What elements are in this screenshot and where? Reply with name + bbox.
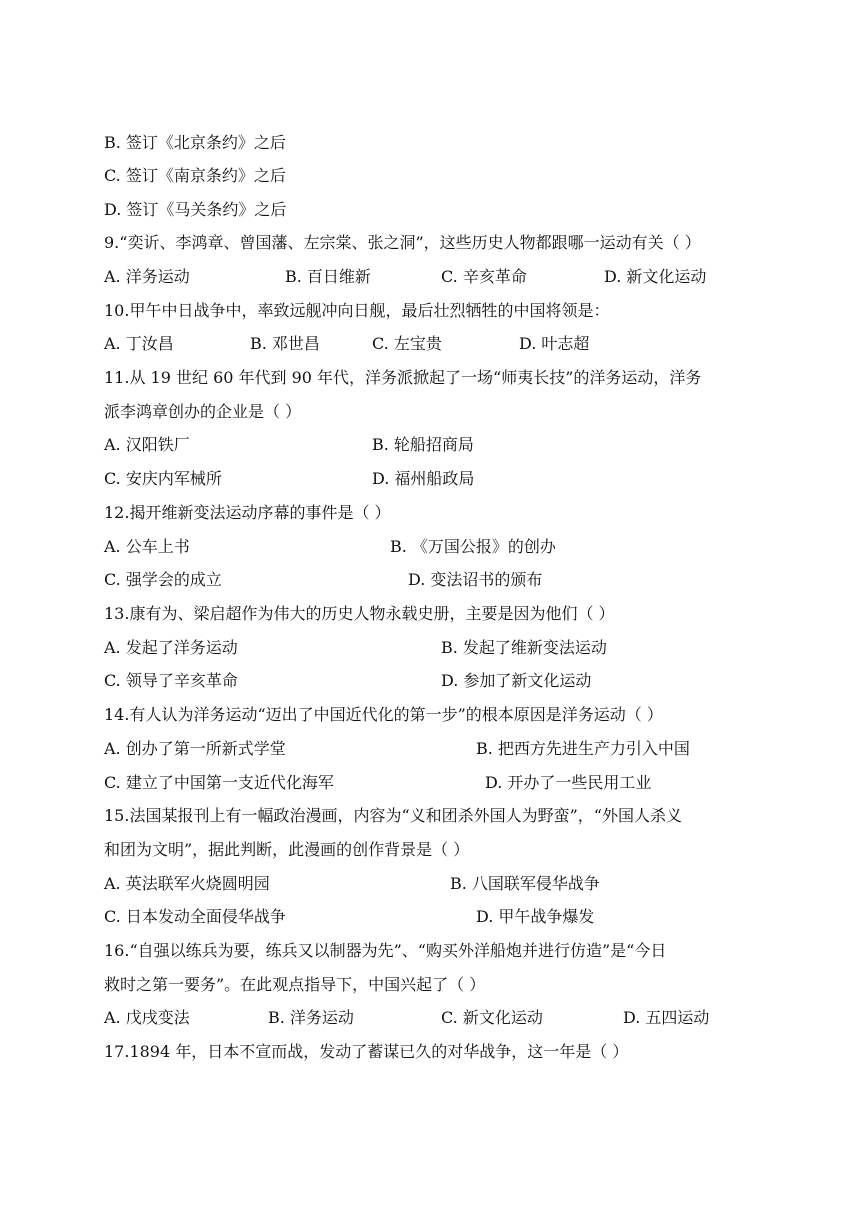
q16-stem-line2: 救时之第一要务”。在此观点指导下，中国兴起了（ ） bbox=[104, 975, 486, 994]
q16-option-a: A. 戊戌变法 bbox=[104, 1008, 190, 1027]
q14-options-row1 bbox=[104, 738, 764, 772]
q8-option-d: D. 签订《马关条约》之后 bbox=[104, 200, 287, 219]
q13-option-a: A. 发起了洋务运动 bbox=[104, 638, 238, 657]
q13-option-b: B. 发起了维新变法运动 bbox=[441, 638, 607, 657]
q14-option-b: B. 把西方先进生产力引入中国 bbox=[476, 739, 690, 758]
q9-options bbox=[104, 266, 764, 300]
q8-option-b: B. 签订《北京条约》之后 bbox=[104, 133, 286, 152]
q10-stem: 10.甲午中日战争中，率致远舰冲向日舰，最后壮烈牺牲的中国将领是： bbox=[104, 301, 610, 320]
q9-stem: 9.“奕䜣、李鸿章、曾国藩、左宗棠、张之洞”，这些历史人物都跟哪一运动有关（ ） bbox=[104, 233, 701, 252]
q13-options-row2 bbox=[104, 670, 764, 704]
q13-stem: 13.康有为、梁启超作为伟大的历史人物永载史册，主要是因为他们（ ） bbox=[104, 604, 615, 623]
q12-option-d: D. 变法诏书的颁布 bbox=[408, 570, 543, 589]
q11-options-row2 bbox=[104, 468, 764, 502]
q9-option-c: C. 辛亥革命 bbox=[441, 267, 527, 286]
q10-options bbox=[104, 333, 764, 367]
q10-option-a: A. 丁汝昌 bbox=[104, 334, 174, 353]
q11-option-d: D. 福州船政局 bbox=[372, 469, 475, 488]
q10-option-c: C. 左宝贵 bbox=[372, 334, 442, 353]
q14-option-d: D. 开办了一些民用工业 bbox=[485, 773, 652, 792]
q11-option-a: A. 汉阳铁厂 bbox=[104, 435, 190, 454]
q15-options-row1 bbox=[104, 873, 764, 907]
q12-option-c: C. 强学会的成立 bbox=[104, 570, 222, 589]
q12-option-b: B. 《万国公报》的创办 bbox=[390, 537, 556, 556]
q15-stem-line1: 15.法国某报刊上有一幅政治漫画，内容为“义和团杀外国人为野蛮”，“外国人杀义 bbox=[104, 806, 682, 825]
q8-option-c: C. 签订《南京条约》之后 bbox=[104, 166, 286, 185]
q13-option-c: C. 领导了辛亥革命 bbox=[104, 671, 238, 690]
q16-option-d: D. 五四运动 bbox=[623, 1008, 710, 1027]
q12-options-row2 bbox=[104, 569, 764, 603]
q14-option-a: A. 创办了第一所新式学堂 bbox=[104, 739, 286, 758]
q15-option-d: D. 甲午战争爆发 bbox=[476, 907, 595, 926]
q14-stem: 14.有人认为洋务运动“迈出了中国近代化的第一步”的根本原因是洋务运动（ ） bbox=[104, 705, 663, 724]
q11-option-b: B. 轮船招商局 bbox=[372, 435, 474, 454]
q16-option-c: C. 新文化运动 bbox=[441, 1008, 543, 1027]
q9-option-b: B. 百日维新 bbox=[285, 267, 371, 286]
q15-option-b: B. 八国联军侵华战争 bbox=[450, 874, 600, 893]
q10-option-d: D. 叶志超 bbox=[519, 334, 590, 353]
q13-options-row1 bbox=[104, 637, 764, 671]
q12-option-a: A. 公车上书 bbox=[104, 537, 190, 556]
q16-options bbox=[104, 1007, 764, 1041]
q14-options-row2 bbox=[104, 772, 764, 806]
q15-options-row2 bbox=[104, 906, 764, 940]
q9-option-a: A. 洋务运动 bbox=[104, 267, 190, 286]
q11-stem-line2: 派李鸿章创办的企业是（ ） bbox=[104, 402, 302, 421]
q11-stem-line1: 11.从 19 世纪 60 年代到 90 年代，洋务派掀起了一场“师夷长技”的洋务运动，洋务 bbox=[104, 368, 702, 387]
q13-option-d: D. 参加了新文化运动 bbox=[441, 671, 592, 690]
q11-option-c: C. 安庆内军械所 bbox=[104, 469, 222, 488]
q11-options-row1 bbox=[104, 434, 764, 468]
q15-stem-line2: 和团为文明”，据此判断，此漫画的创作背景是（ ） bbox=[104, 840, 470, 859]
q12-stem: 12.揭开维新变法运动序幕的事件是（ ） bbox=[104, 503, 391, 522]
q17-stem: 17.1894 年，日本不宣而战，发动了蓄谋已久的对华战争，这一年是（ ） bbox=[104, 1042, 629, 1061]
q16-stem-line1: 16.“自强以练兵为要，练兵又以制器为先”、“购买外洋船炮并进行仿造”是“今日 bbox=[104, 941, 667, 960]
q16-option-b: B. 洋务运动 bbox=[268, 1008, 354, 1027]
q10-option-b: B. 邓世昌 bbox=[250, 334, 320, 353]
q14-option-c: C. 建立了中国第一支近代化海军 bbox=[104, 773, 334, 792]
q12-options-row1 bbox=[104, 536, 764, 570]
q15-option-c: C. 日本发动全面侵华战争 bbox=[104, 907, 286, 926]
q9-option-d: D. 新文化运动 bbox=[604, 267, 707, 286]
q15-option-a: A. 英法联军火烧圆明园 bbox=[104, 874, 270, 893]
